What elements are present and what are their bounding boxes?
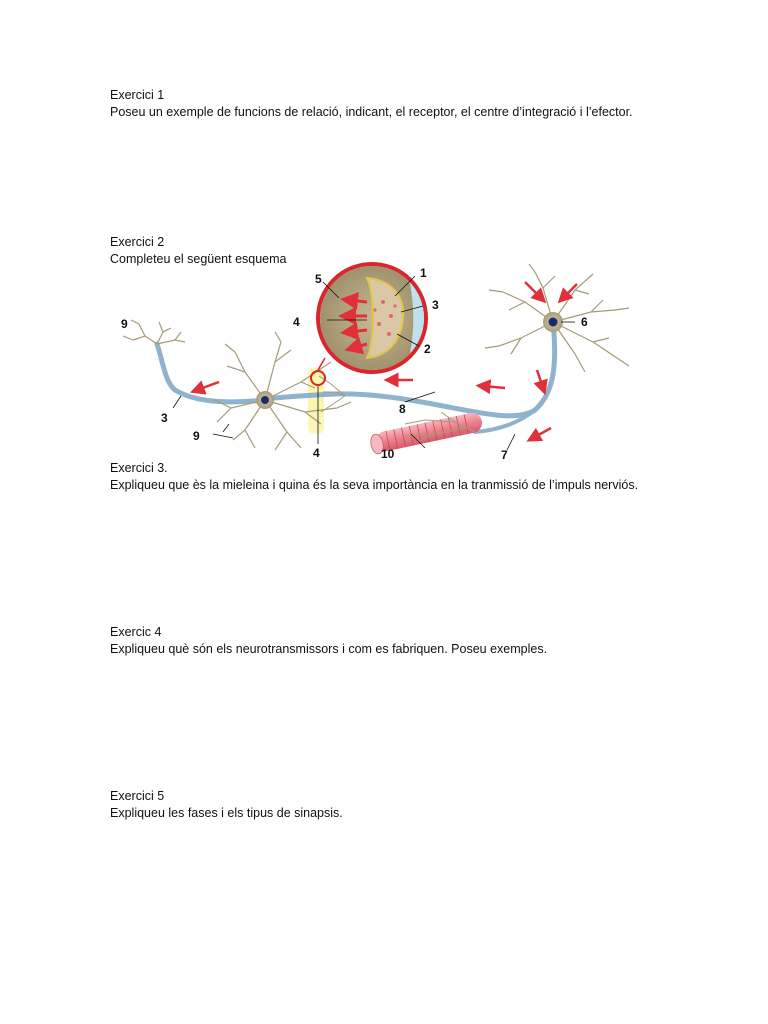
left-axon bbox=[157, 344, 265, 402]
exercise-5-text: Expliqueu les fases i els tipus de sinapsis. bbox=[110, 805, 343, 820]
neuron-diagram bbox=[105, 262, 665, 462]
left-neuron-nucleus bbox=[261, 396, 269, 404]
label-5: 5 bbox=[315, 272, 322, 286]
exercise-1-title: Exercici 1 bbox=[110, 88, 165, 102]
exercise-3-text: Expliqueu que ès la mieleina i quina és la seva importància en la tranmissió de l’impuls nerviós. bbox=[110, 477, 639, 492]
exercise-3 bbox=[110, 460, 657, 493]
label-10: 10 bbox=[381, 447, 395, 461]
exercise-4-title: Exercic 4 bbox=[110, 625, 162, 639]
synapse-inset bbox=[318, 264, 428, 374]
label-4-inset: 4 bbox=[293, 315, 300, 329]
exercise-1 bbox=[110, 87, 657, 120]
left-terminal-dendrites bbox=[123, 320, 185, 344]
label-4-column: 4 bbox=[313, 446, 320, 460]
label-3-inset: 3 bbox=[432, 298, 439, 312]
label-9-top: 9 bbox=[121, 317, 128, 331]
exercise-3-title: Exercici 3. bbox=[110, 461, 168, 475]
label-2: 2 bbox=[424, 342, 431, 356]
label-8: 8 bbox=[399, 402, 406, 416]
label-7: 7 bbox=[501, 448, 508, 462]
exercise-4 bbox=[110, 624, 657, 657]
exercise-4-text: Expliqueu què són els neurotransmissors i com es fabriquen. Poseu exemples. bbox=[110, 641, 548, 656]
right-neuron-nucleus bbox=[549, 318, 558, 327]
exercise-2-text: Completeu el següent esquema bbox=[110, 251, 287, 266]
exercise-5-title: Exercici 5 bbox=[110, 789, 165, 803]
label-3-axon: 3 bbox=[161, 411, 168, 425]
exercise-5 bbox=[110, 788, 657, 821]
exercise-2-title: Exercici 2 bbox=[110, 235, 165, 249]
label-1: 1 bbox=[420, 266, 427, 280]
label-6: 6 bbox=[581, 315, 588, 329]
label-9-bottom: 9 bbox=[193, 429, 200, 443]
exercise-1-text: Poseu un exemple de funcions de relació, indicant, el receptor, el centre d’integració i l’efector. bbox=[110, 104, 633, 119]
